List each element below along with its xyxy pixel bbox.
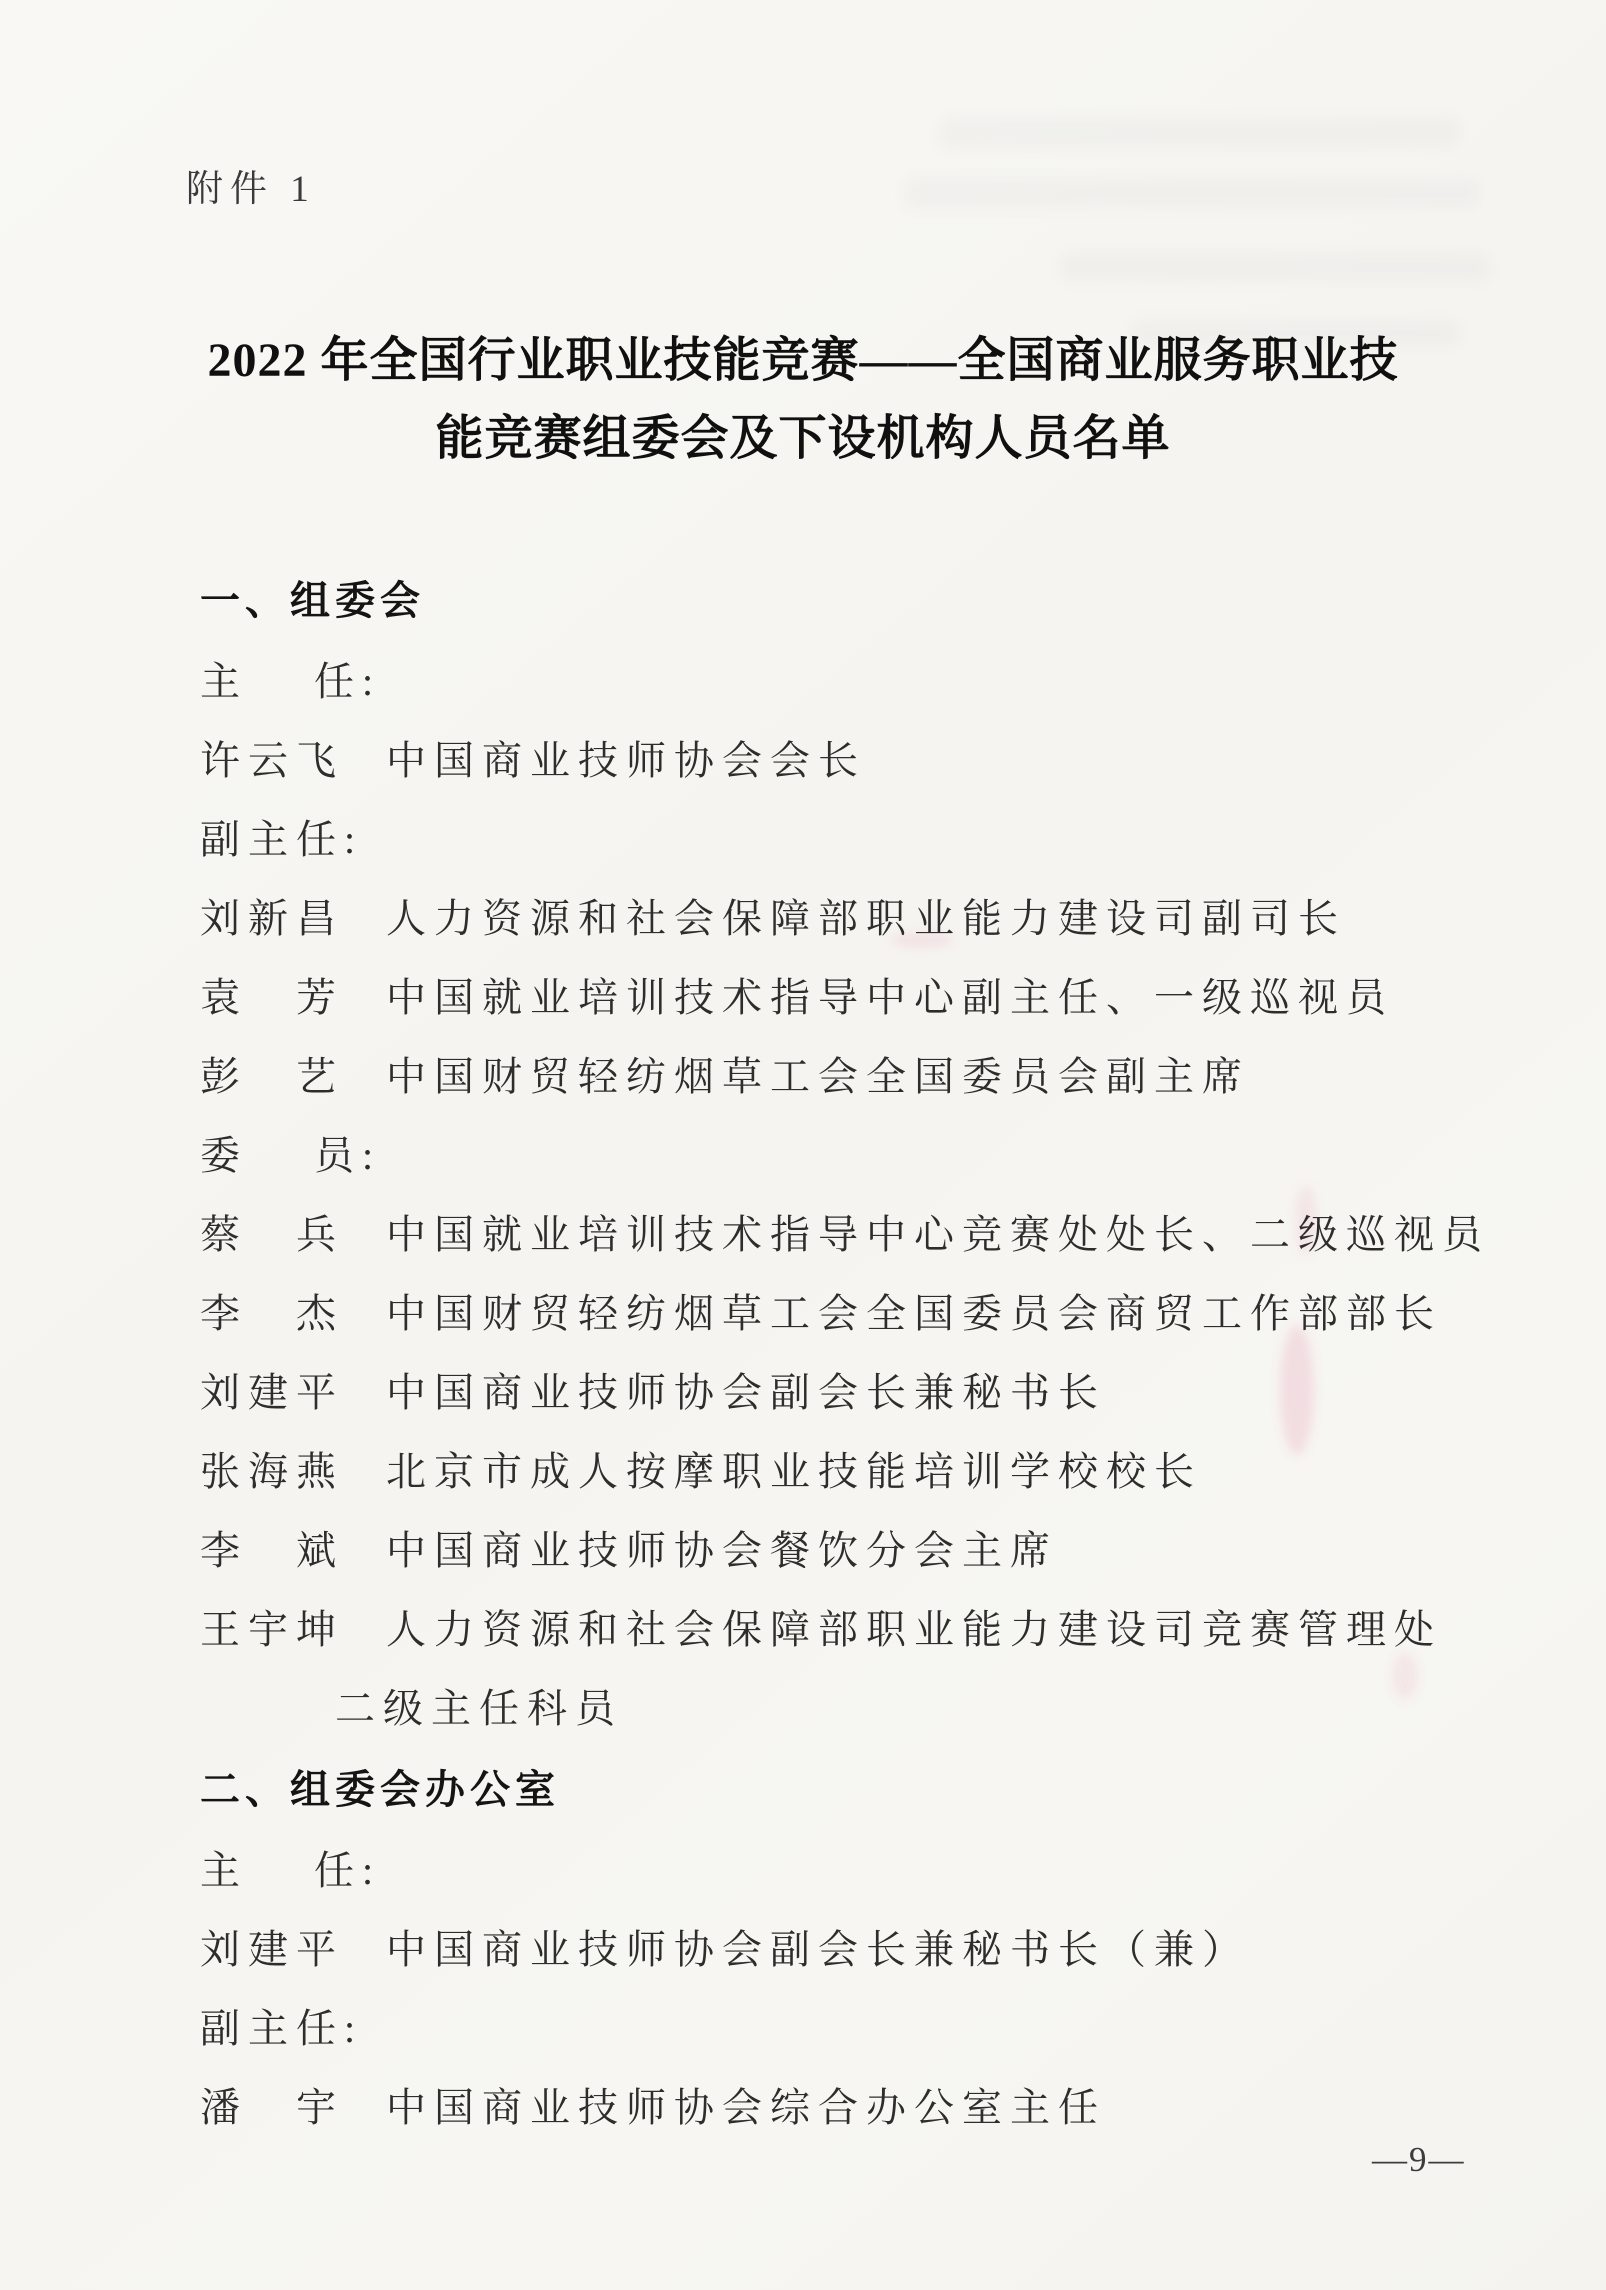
position-label: 副主任:: [200, 2006, 364, 2051]
document-title-line-1: 2022 年全国行业职业技能竞赛——全国商业服务职业技: [207, 334, 1399, 387]
person-name: 张海燕: [200, 1449, 344, 1494]
bleed-through-mark: [940, 118, 1460, 148]
bleed-through-mark: [905, 178, 1480, 208]
person-role: 中国商业技师协会会长: [386, 738, 866, 783]
role-continuation: 二级主任科员: [335, 1686, 623, 1731]
bleed-through-mark: [1060, 252, 1490, 282]
document-title-line-2: 能竞赛组委会及下设机构人员名单: [435, 412, 1171, 465]
page-number: —9—: [1372, 2140, 1466, 2179]
person-role: 中国商业技师协会综合办公室主任: [386, 2085, 1106, 2130]
section-heading: 二、组委会办公室: [200, 1768, 560, 1812]
person-name: 许云飞: [200, 738, 344, 783]
person-name: 王宇坤: [200, 1607, 344, 1652]
person-role: 中国财贸轻纺烟草工会全国委员会副主席: [386, 1054, 1250, 1099]
person-name: 李 斌: [200, 1528, 344, 1573]
person-name: 潘 宇: [200, 2085, 344, 2130]
position-label: 主 任:: [200, 1848, 382, 1893]
position-label: 主 任:: [200, 659, 382, 704]
person-entry: [200, 1587, 1566, 1666]
person-role: 中国就业培训技术指导中心竞赛处处长、二级巡视员: [386, 1212, 1490, 1257]
person-name: 彭 艺: [200, 1054, 344, 1099]
section-heading: 一、组委会: [200, 579, 425, 623]
person-role: 人力资源和社会保障部职业能力建设司副司长: [386, 896, 1346, 941]
position-label: 副主任:: [200, 817, 364, 862]
person-role: 中国商业技师协会副会长兼秘书长（兼）: [386, 1927, 1250, 1972]
person-role: 中国就业培训技术指导中心副主任、一级巡视员: [386, 975, 1394, 1020]
person-entry: [200, 718, 1566, 797]
person-role: 北京市成人按摩职业技能培训学校校长: [386, 1449, 1202, 1494]
person-entry: [200, 1192, 1566, 1271]
person-entry: [200, 1350, 1566, 1429]
attachment-label: 附件 1: [186, 169, 316, 210]
person-name: 刘建平: [200, 1927, 344, 1972]
person-name: 袁 芳: [200, 975, 344, 1020]
person-role: 中国财贸轻纺烟草工会全国委员会商贸工作部部长: [386, 1291, 1442, 1336]
person-role: 中国商业技师协会副会长兼秘书长: [386, 1370, 1106, 1415]
person-entry: [200, 2065, 1566, 2144]
person-name: 刘新昌: [200, 896, 344, 941]
document-title: [80, 322, 1526, 478]
person-name: 李 杰: [200, 1291, 344, 1336]
person-entry: [200, 876, 1566, 955]
person-role: 中国商业技师协会餐饮分会主席: [386, 1528, 1058, 1573]
person-entry: [200, 1429, 1566, 1508]
person-entry: [200, 1508, 1566, 1587]
document-body: [200, 556, 1566, 2144]
person-entry: [200, 955, 1566, 1034]
position-label: 委 员:: [200, 1133, 382, 1178]
person-name: 蔡 兵: [200, 1212, 344, 1257]
person-name: 刘建平: [200, 1370, 344, 1415]
person-entry: [200, 1034, 1566, 1113]
person-role: 人力资源和社会保障部职业能力建设司竞赛管理处: [386, 1607, 1442, 1652]
person-entry: [200, 1271, 1566, 1350]
person-entry: [200, 1907, 1566, 1986]
